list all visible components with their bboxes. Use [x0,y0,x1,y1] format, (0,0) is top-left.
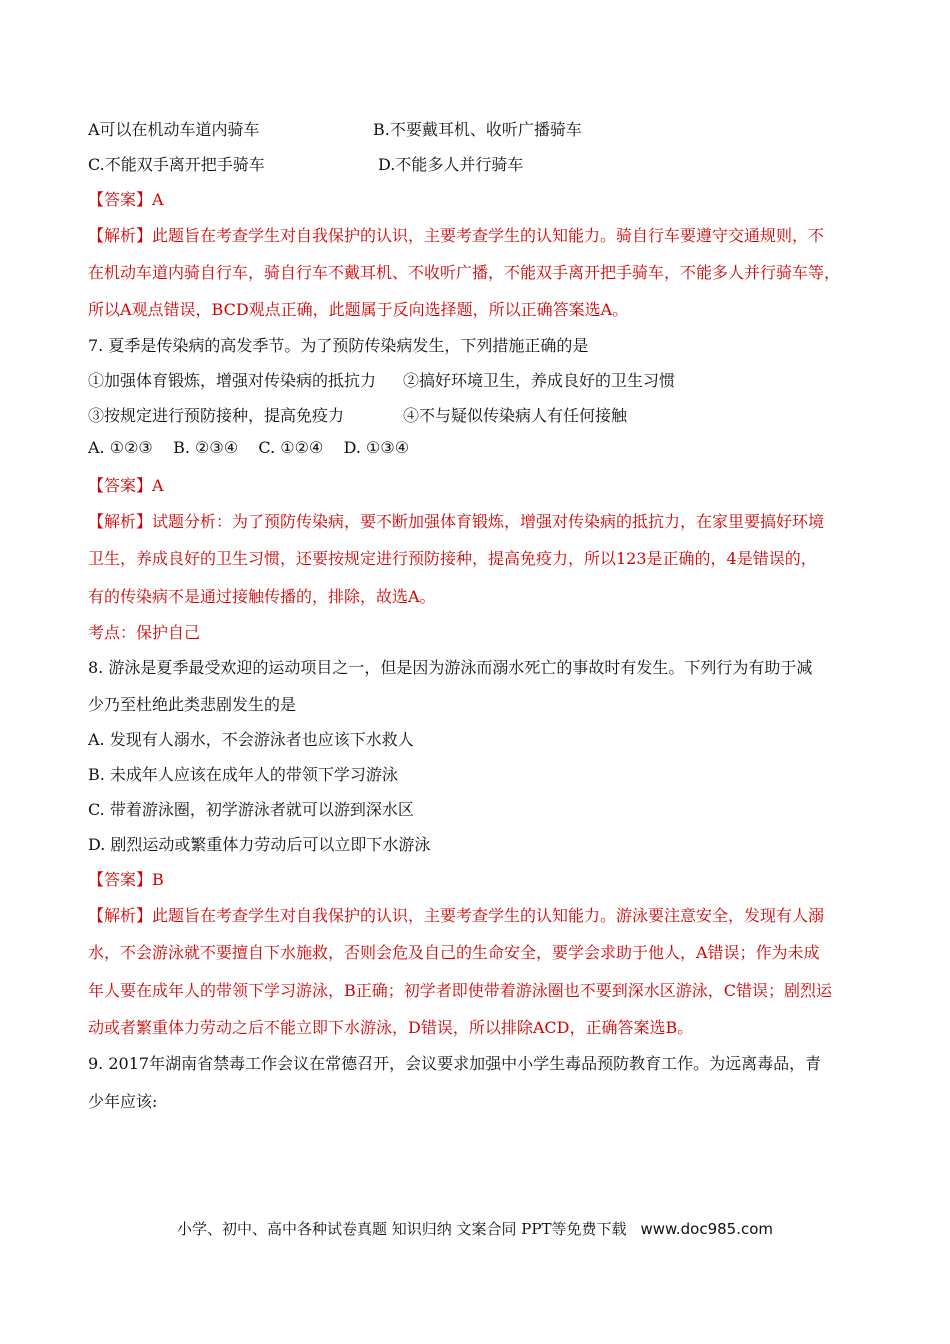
q7-item-3: ③按规定进行预防接种，提高免疫力 [88,406,345,425]
q8-explain-line: 动或者繁重体力劳动之后不能立即下水游泳，D错误，所以排除ACD，正确答案选B。 [88,1018,694,1037]
q8-explain-line: 水，不会游泳就不要擅自下水施救，否则会危及自己的生命安全，要学会求助于他人，A错误；作为未成 [88,943,820,962]
q6-explain-line: 【解析】此题旨在考查学生对自我保护的认识，主要考查学生的认知能力。骑自行车要遵守交通规则，不 [88,226,825,245]
q7-item-1: ①加强体育锻炼，增强对传染病的抵抗力 [88,371,377,390]
q7-item-4: ④不与疑似传染病人有任何接触 [403,406,628,425]
q7-explain-line: 【解析】试题分析：为了预防传染病，要不断加强体育锻炼，增强对传染病的抵抗力，在家里要搞好环境 [88,512,825,531]
q9-stem: 9. 2017年湖南省禁毒工作会议在常德召开，会议要求加强中小学生毒品预防教育工作。为远离毒品，青 [88,1054,822,1073]
q6-option-b: B.不要戴耳机、收听广播骑车 [373,120,582,139]
q9-stem: 少年应该: [88,1092,158,1111]
q6-option-d: D.不能多人并行骑车 [378,155,524,174]
q7-point: 考点：保护自己 [88,623,201,642]
q8-stem: 少乃至杜绝此类悲剧发生的是 [88,695,297,714]
q6-option-c: C.不能双手离开把手骑车 [88,155,265,174]
q7-explain-line: 有的传染病不是通过接触传播的，排除，故选A。 [88,587,436,606]
page-footer [0,1218,950,1239]
q6-option-a: A可以在机动车道内骑车 [88,120,260,139]
q6-explain-line: 在机动车道内骑自行车，骑自行车不戴耳机、不收听广播，不能双手离开把手骑车，不能多人并行骑车等， [88,263,841,282]
q7-explain-line: 卫生，养成良好的卫生习惯，还要按规定进行预防接种，提高免疫力，所以123是正确的，4是错误的， [88,549,817,568]
footer-text: 小学、初中、高中各种试卷真题 知识归纳 文案合同 PPT等免费下载 [176,1220,627,1238]
q8-option-a: A. 发现有人溺水，不会游泳者也应该下水救人 [88,730,414,749]
q7-answer: 【答案】A [88,476,164,495]
q8-explain-line: 年人要在成年人的带领下学习游泳，B正确；初学者即使带着游泳圈也不要到深水区游泳，C错误；剧烈运 [88,981,833,1000]
q8-explain-line: 【解析】此题旨在考查学生对自我保护的认识，主要考查学生的认知能力。游泳要注意安全，发现有人溺 [88,906,825,925]
q8-option-d: D. 剧烈运动或繁重体力劳动后可以立即下水游泳 [88,835,431,854]
q8-stem: 8. 游泳是夏季最受欢迎的运动项目之一，但是因为游泳而溺水死亡的事故时有发生。下列行为有助于减 [88,658,813,677]
q6-explain-line: 所以A观点错误，BCD观点正确，此题属于反向选择题，所以正确答案选A。 [88,300,629,319]
q6-answer: 【答案】A [88,190,164,209]
q7-options: A. ①②③ B. ②③④ C. ①②④ D. ①③④ [88,438,410,457]
footer-url[interactable]: www.doc985.com [640,1220,774,1238]
q8-option-c: C. 带着游泳圈，初学游泳者就可以游到深水区 [88,800,414,819]
q8-option-b: B. 未成年人应该在成年人的带领下学习游泳 [88,765,398,784]
q7-item-2: ②搞好环境卫生，养成良好的卫生习惯 [403,371,676,390]
q7-stem: 7. 夏季是传染病的高发季节。为了预防传染病发生，下列措施正确的是 [88,336,589,355]
q8-answer: 【答案】B [88,870,164,889]
